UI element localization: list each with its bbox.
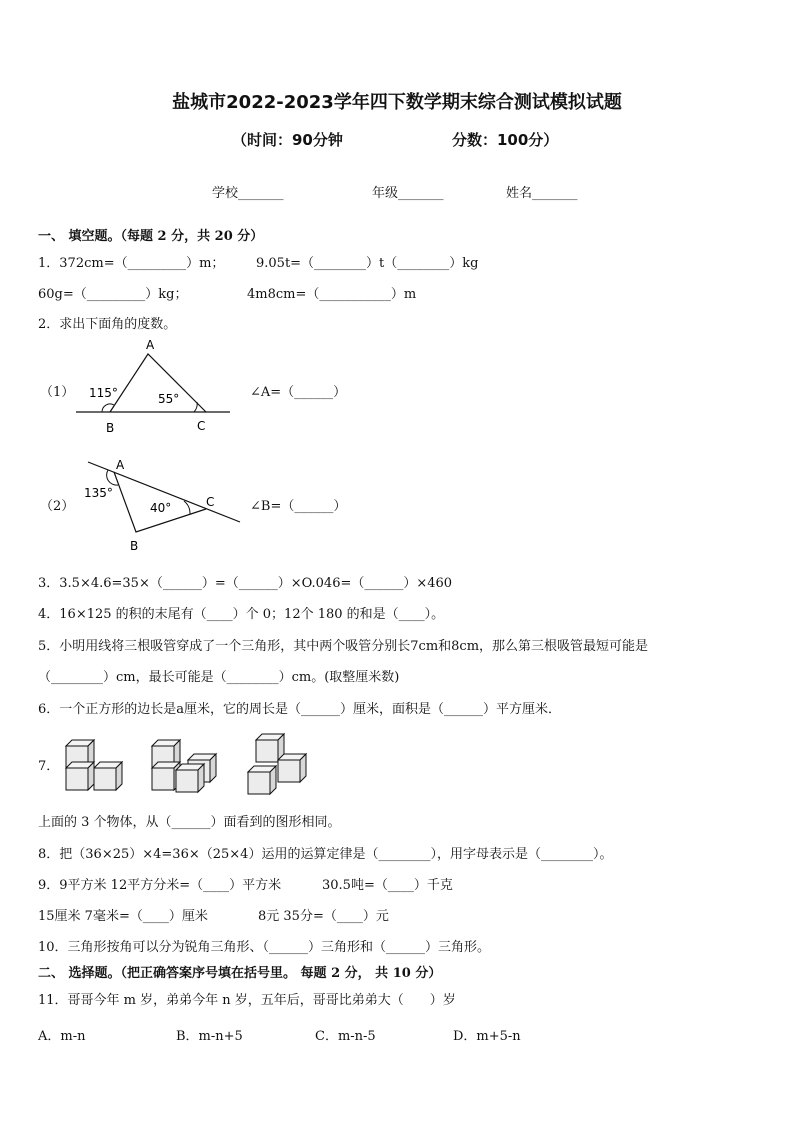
question-2-2-label: （2） bbox=[40, 499, 75, 514]
question-1d: 4m8cm=（___________）m bbox=[247, 287, 417, 302]
name-field[interactable]: 姓名_______ bbox=[506, 186, 578, 201]
question-9a: 9．9平方米 12平方分米=（____）平方米 bbox=[38, 878, 282, 893]
triangle-figure-2 bbox=[80, 452, 250, 562]
angle-b-label: 115° bbox=[89, 386, 118, 400]
question-10: 10．三角形按角可以分为锐角三角形、（______）三角形和（______）三角形。 bbox=[38, 940, 491, 955]
vertex-a-label: A bbox=[116, 458, 125, 472]
triangle-figure-1 bbox=[72, 336, 242, 436]
page-title: 盐城市2022-2023学年四下数学期末综合测试模拟试题 bbox=[172, 92, 622, 113]
vertex-c-label: C bbox=[206, 495, 215, 509]
question-9b: 30.5吨=（____）千克 bbox=[322, 878, 453, 893]
vertex-b-label: B bbox=[130, 539, 139, 553]
vertex-c-label: C bbox=[197, 419, 206, 433]
question-2: 2．求出下面角的度数。 bbox=[38, 317, 177, 332]
question-2-1-answer: ∠A=（______） bbox=[250, 385, 347, 400]
question-11: 11．哥哥今年 m 岁，弟弟今年 n 岁，五年后，哥哥比弟弟大（ ）岁 bbox=[38, 993, 456, 1008]
question-2-2-answer: ∠B=（______） bbox=[250, 499, 347, 514]
question-8: 8．把（36×25）×4=36×（25×4）运用的运算定律是（________），用字母表示是（________）。 bbox=[38, 847, 613, 862]
question-1a: 1．372cm=（_________）m； bbox=[38, 256, 225, 271]
question-6: 6．一个正方形的边长是a厘米，它的周长是（______）厘米，面积是（______）平方厘米． bbox=[38, 702, 562, 717]
angle-c-label: 55° bbox=[158, 392, 180, 406]
section-1-heading: 一、 填空题。（每题 2 分，共 20 分） bbox=[38, 229, 264, 244]
question-5-line-1: 5．小明用线将三根吸管穿成了一个三角形，其中两个吸管分别长7cm和8cm，那么第三根吸管最短可能是 bbox=[38, 639, 649, 654]
angle-c-arc bbox=[194, 402, 197, 412]
question-5-line-2: （________）cm，最长可能是（________）cm。(取整厘米数) bbox=[38, 670, 400, 685]
option-a[interactable]: A．m-n bbox=[38, 1029, 86, 1044]
angle-c-arc bbox=[184, 501, 190, 514]
question-2-1-label: （1） bbox=[40, 385, 75, 400]
cube-object-3 bbox=[248, 734, 306, 794]
question-1c: 60g=（_________）kg； bbox=[38, 287, 188, 302]
question-7-text: 上面的 3 个物体，从（______）面看到的图形相同。 bbox=[38, 815, 341, 830]
cube-object-1 bbox=[66, 740, 122, 790]
angle-a-label: 135° bbox=[84, 486, 113, 500]
question-4: 4．16×125 的积的末尾有（____）个 0；12个 180 的和是（____）。 bbox=[38, 607, 445, 622]
question-9d: 8元 35分=（____）元 bbox=[258, 909, 389, 924]
school-field[interactable]: 学校_______ bbox=[212, 186, 284, 201]
option-c[interactable]: C．m-n-5 bbox=[315, 1029, 376, 1044]
cube-figures bbox=[60, 728, 330, 800]
vertex-a-label: A bbox=[146, 338, 155, 352]
question-7-label: 7． bbox=[38, 759, 60, 774]
time-limit: （时间：90分钟 bbox=[232, 131, 343, 149]
question-3: 3．3.5×4.6=35×（______）=（______）×O.046=（______）×460 bbox=[38, 576, 453, 591]
option-b[interactable]: B．m-n+5 bbox=[176, 1029, 243, 1044]
question-1b: 9.05t=（________）t（________）kg bbox=[256, 256, 479, 271]
vertex-b-label: B bbox=[106, 421, 115, 435]
cube-object-2 bbox=[152, 740, 216, 792]
question-9c: 15厘米 7毫米=（____）厘米 bbox=[38, 909, 208, 924]
total-score: 分数：100分） bbox=[452, 131, 559, 149]
grade-field[interactable]: 年级_______ bbox=[372, 186, 444, 201]
option-d[interactable]: D．m+5-n bbox=[453, 1029, 521, 1044]
section-2-heading: 二、 选择题。（把正确答案序号填在括号里。 每题 2 分， 共 10 分） bbox=[38, 966, 442, 981]
angle-c-label: 40° bbox=[150, 501, 172, 515]
